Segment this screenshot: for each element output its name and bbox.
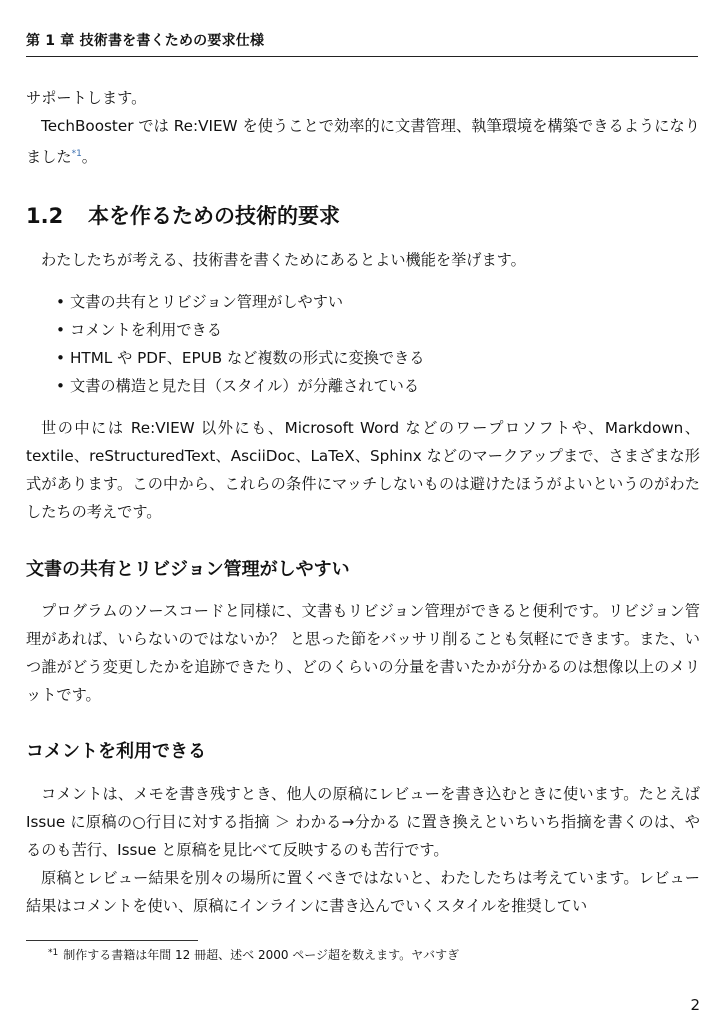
list-item: • コメントを利用できる	[56, 316, 424, 344]
intro-paragraph-2	[26, 112, 700, 171]
section-lead	[26, 246, 700, 274]
subsection-heading-1: 文書の共有とリビジョン管理がしやすい	[26, 559, 350, 580]
section-number: 1.2	[26, 204, 64, 228]
section-body	[26, 414, 700, 526]
footnote-mark: *1	[48, 948, 59, 958]
intro-paragraph-2-end: 。	[81, 148, 97, 166]
section-lead-paragraph: わたしたちが考える、技術書を書くためにあるとよい機能を挙げます。	[41, 251, 526, 269]
requirements-list	[56, 288, 424, 400]
intro-text	[26, 84, 700, 171]
footnote	[48, 946, 459, 963]
subsection-1-paragraph: プログラムのソースコードと同様に、文書もリビジョン管理ができると便利です。リビジョン管理があれば、いらないのではないか？ と思った節をバッサリ削ることも気軽にできます。また、いつ誰がどう変更したかを追跡できたり、どのくらいの分量を書いたかが分かるのは想像以上のメリットです。	[26, 602, 700, 704]
footnote-reference[interactable]: *1	[71, 149, 82, 159]
list-item: • HTML や PDF、EPUB など複数の形式に変換できる	[56, 344, 424, 372]
page-number: 2	[690, 996, 700, 1014]
subsection-1-body	[26, 597, 700, 709]
subsection-2-paragraph-2: 原稿とレビュー結果を別々の場所に置くべきではないと、わたしたちは考えています。レビュー結果はコメントを使い、原稿にインラインに書き込んでいくスタイルを推奨してい	[26, 869, 700, 915]
section-title: 本を作るための技術的要求	[88, 204, 340, 228]
list-item: • 文書の共有とリビジョン管理がしやすい	[56, 288, 424, 316]
section-paragraph: 世の中には Re:VIEW 以外にも、Microsoft Word などのワープロソフトや、Markdown、textile、reStructuredText、AsciiDoc、LaTeX、Sphinx などのマークアップまで、さまざまな形式があります。この中から、これらの条件にマッチしないものは避けたほうがよいというのがわたしたちの考えです。	[26, 419, 700, 521]
list-item: • 文書の構造と見た目（スタイル）が分離されている	[56, 372, 424, 400]
intro-paragraph-2-text: TechBooster では Re:VIEW を使うことで効率的に文書管理、執筆環境を構築できるようになりました	[26, 117, 700, 166]
running-head: 第 1 章 技術書を書くための要求仕様	[26, 30, 698, 57]
footnote-divider	[26, 940, 198, 941]
intro-paragraph-1: サポートします。	[26, 89, 147, 107]
subsection-2-body	[26, 780, 700, 920]
footnote-text: 制作する書籍は年間 12 冊超、述べ 2000 ページ超を数えます。ヤバすぎ	[63, 948, 460, 962]
subsection-2-paragraph-1: コメントは、メモを書き残すとき、他人の原稿にレビューを書き込むときに使います。たとえば Issue に原稿の○行目に対する指摘 ＞ わかる→分かる に置き換えといちいち指摘を書くのは、やるのも苦行、Issue と原稿を見比べて反映するのも苦行です。	[26, 785, 700, 859]
subsection-heading-2: コメントを利用できる	[26, 741, 206, 762]
section-heading	[26, 200, 340, 230]
